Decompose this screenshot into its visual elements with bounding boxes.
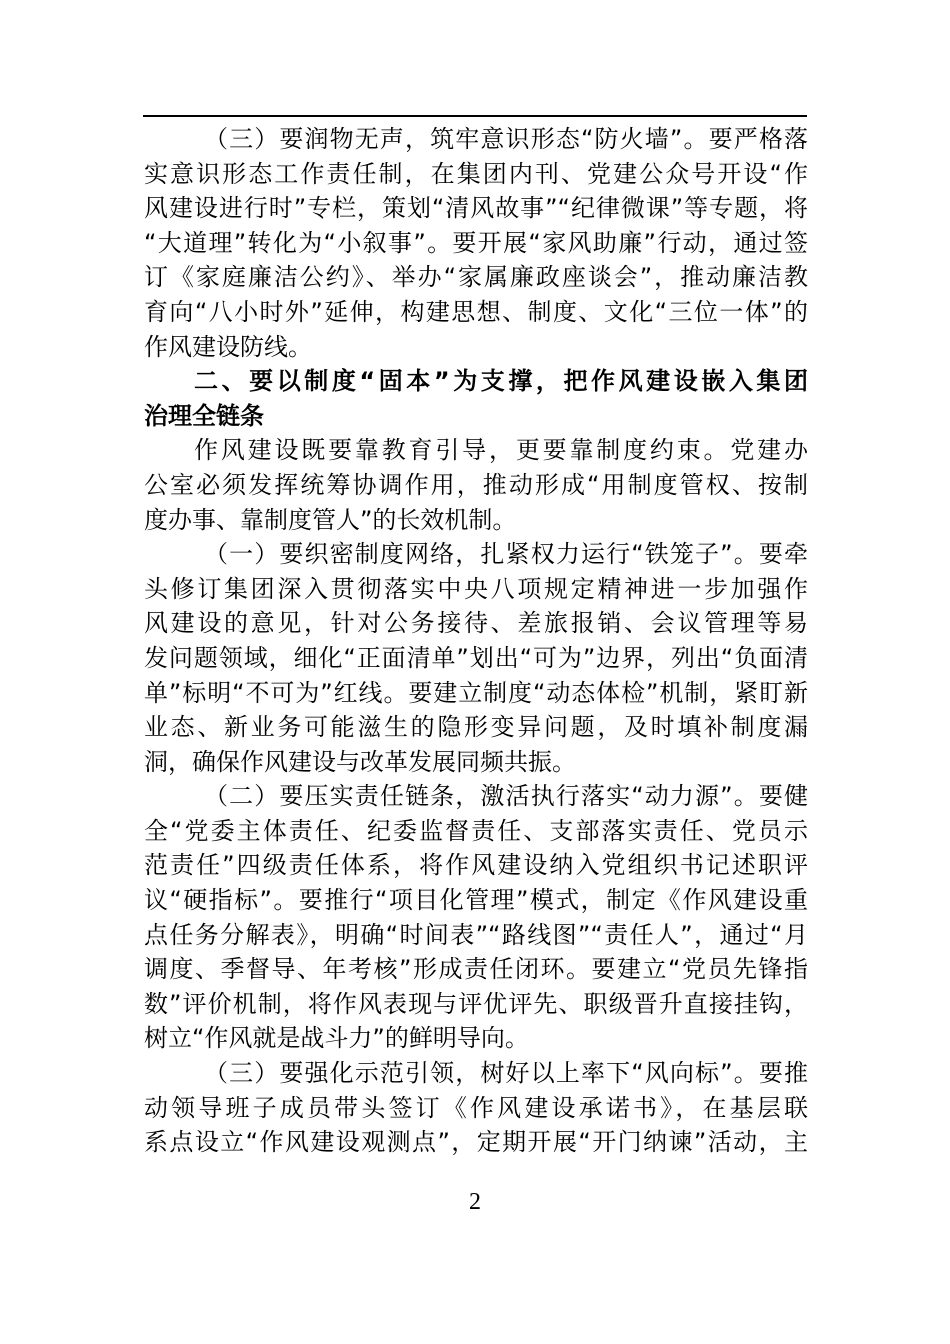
- text-line: 范责任”四级责任体系，将作风建设纳入党组织书记述职评: [144, 851, 808, 880]
- text-line: 议“硬指标”。要推行“项目化管理”模式，制定《作风建设重: [144, 886, 808, 915]
- section-heading-line: 二、要以制度“固本”为支撑，把作风建设嵌入集团: [194, 367, 808, 396]
- text-line: 单”标明“不可为”红线。要建立制度“动态体检”机制，紧盯新: [144, 678, 808, 707]
- text-line: 系点设立“作风建设观测点”，定期开展“开门纳谏”活动，主: [144, 1128, 808, 1157]
- text-line: 动领导班子成员带头签订《作风建设承诺书》，在基层联: [144, 1093, 808, 1122]
- page-number: 2: [469, 1189, 481, 1215]
- text-line: 作风建设既要靠教育引导，更要靠制度约束。党建办: [194, 436, 808, 465]
- section-heading-line: 治理全链条: [144, 401, 264, 430]
- text-line: “大道理”转化为“小叙事”。要开展“家风助廉”行动，通过签: [144, 228, 808, 257]
- text-line: 头修订集团深入贯彻落实中央八项规定精神进一步加强作: [144, 574, 808, 603]
- text-line: 公室必须发挥统筹协调作用，推动形成“用制度管权、按制: [144, 470, 808, 499]
- text-line: 度办事、靠制度管人”的长效机制。: [144, 505, 517, 534]
- text-line: 洞，确保作风建设与改革发展同频共振。: [144, 747, 576, 776]
- document-body: [144, 122, 808, 1160]
- text-line: 订《家庭廉洁公约》、举办“家属廉政座谈会”，推动廉洁教: [144, 263, 808, 292]
- text-line: 业态、新业务可能滋生的隐形变异问题，及时填补制度漏: [144, 713, 808, 742]
- text-line: 全“党委主体责任、纪委监督责任、支部落实责任、党员示: [144, 816, 808, 845]
- text-line: 作风建设防线。: [144, 332, 312, 361]
- text-line: （一）要织密制度网络，扎紧权力运行“铁笼子”。要牵: [204, 540, 808, 569]
- text-line: 风建设进行时”专栏，策划“清风故事”“纪律微课”等专题，将: [144, 194, 808, 223]
- text-line: 调度、季督导、年考核”形成责任闭环。要建立“党员先锋指: [144, 955, 808, 984]
- text-line: 数”评价机制，将作风表现与评优评先、职级晋升直接挂钩，: [144, 989, 808, 1018]
- text-line: （三）要强化示范引领，树好以上率下“风向标”。要推: [204, 1059, 808, 1088]
- text-line: 实意识形态工作责任制，在集团内刊、党建公众号开设“作: [144, 159, 808, 188]
- header-rule: [143, 115, 807, 117]
- text-line: （三）要润物无声，筑牢意识形态“防火墙”。要严格落: [204, 125, 808, 153]
- text-line: 树立“作风就是战斗力”的鲜明导向。: [144, 1024, 529, 1053]
- text-line: （二）要压实责任链条，激活执行落实“动力源”。要健: [204, 782, 808, 811]
- text-line: 育向“八小时外”延伸，构建思想、制度、文化“三位一体”的: [144, 297, 808, 326]
- text-line: 点任务分解表》，明确“时间表”“路线图”“责任人”，通过“月: [144, 920, 808, 949]
- text-line: 发问题领域，细化“正面清单”划出“可为”边界，列出“负面清: [144, 643, 808, 672]
- text-line: 风建设的意见，针对公务接待、差旅报销、会议管理等易: [144, 609, 808, 638]
